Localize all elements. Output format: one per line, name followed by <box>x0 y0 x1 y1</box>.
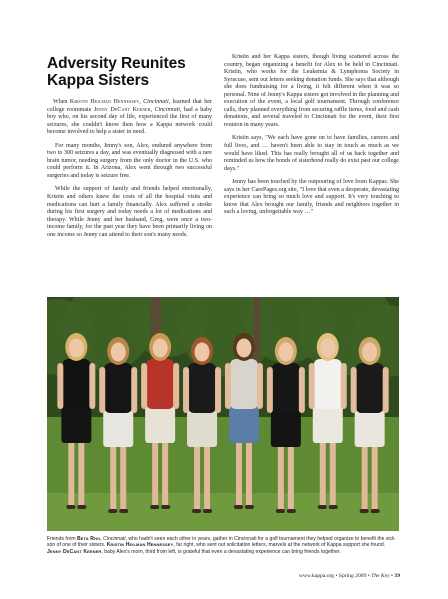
person-name: Kristin Heilman Hennessey <box>69 99 140 105</box>
person-shoe <box>318 505 327 509</box>
person-arm <box>57 363 63 409</box>
person-shoe <box>371 509 380 513</box>
person-face <box>195 343 210 362</box>
person-shoe <box>245 505 254 509</box>
person-name: Jenny DeCant Keener <box>47 548 102 555</box>
person-shoe <box>360 509 369 513</box>
person-arm <box>89 363 95 409</box>
person-leg <box>162 435 168 507</box>
person-leg <box>152 435 158 507</box>
person-top <box>146 359 174 409</box>
person-shoe <box>150 505 159 509</box>
article-paragraph-3: While the support of family and friends helped emotionally, Kristin and others knew the costs of all the hospital visits and medications can hurt a family financially. Alex suffered a stroke during his first surgery and today needs a lot of medications and therapy. While Jenny and her husband, Greg, were once a two-income family, for the past year they have been primarily living on one income so Jenny can attend to their son's many needs. <box>47 186 212 238</box>
person-bottom <box>229 405 259 443</box>
article-headline <box>47 56 212 89</box>
group-photo-image <box>47 297 399 531</box>
person-leg <box>278 439 284 511</box>
person-leg <box>246 435 252 507</box>
person-face <box>278 343 293 362</box>
person-face <box>320 339 335 358</box>
person-arm <box>267 367 273 413</box>
person-bottom <box>313 405 343 443</box>
person-leg <box>194 439 200 511</box>
person-arm <box>257 363 263 409</box>
article-column-left <box>47 54 212 245</box>
person-top <box>314 359 342 409</box>
person-arm <box>183 367 189 413</box>
person-face <box>362 343 377 362</box>
person-bottom <box>61 405 91 443</box>
person-leg <box>288 439 294 511</box>
page-number: 39 <box>394 573 400 579</box>
person-arm <box>173 363 179 409</box>
person-leg <box>330 435 336 507</box>
person-bottom <box>271 409 301 447</box>
person-leg <box>320 435 326 507</box>
article-paragraph-4: Kristin and her Kappa sisters, though living scattered across the country, began organizing a benefit for Alex to be held in Cincinnati. Kristin, who works for the Leukemia & Lymphoma Society in Syracuse, sent out letters seeking donation funds. She says that although she does fundraising for a living, it felt different when it was so personal. Nine of Jenny's Kappa sisters got involved in the planning and execution of the event, a local golf tournament. Through conference calls, they planned everything from securing raffle items, food and cash donations, and several traveled to Cincinnati for the event, their first reunion in many years. <box>224 54 399 128</box>
person-bottom <box>355 409 385 447</box>
article-paragraph-2: For many months, Jenny's son, Alex, endured anywhere from two to 300 seizures a day, and was eventually diagnosed with a rare brain tumor, needing surgery from the only doctor in the U.S. who could perform it. In Arizona, Alex went through two successful surgeries and today is seizure free. <box>47 142 212 179</box>
person-shoe <box>287 509 296 513</box>
person-shoe <box>108 509 117 513</box>
grass-foreground <box>47 493 399 531</box>
headline-line-2: Kappa Sisters <box>47 71 150 89</box>
person-face <box>153 339 168 358</box>
person-arm <box>351 367 357 413</box>
person-leg <box>110 439 116 511</box>
chapter-name: Cincinnati <box>154 106 180 113</box>
person-shoe <box>119 509 128 513</box>
person-top <box>356 363 384 413</box>
headline-line-1: Adversity Reunites <box>47 55 186 72</box>
person-leg <box>68 435 74 507</box>
person-arm <box>141 363 147 409</box>
person-arm <box>215 367 221 413</box>
page-footer: www.kappa.org • Spring 2009 • The Key • 39 <box>298 573 400 579</box>
person-bottom <box>145 405 175 443</box>
person-leg <box>362 439 368 511</box>
person-leg <box>78 435 84 507</box>
school-name: Cincinnati <box>103 536 126 542</box>
person-shoe <box>192 509 201 513</box>
person-top <box>272 363 300 413</box>
footer-magazine: The Key <box>371 573 390 579</box>
person-top <box>188 363 216 413</box>
person-shoe <box>329 505 338 509</box>
group-photo <box>47 297 399 531</box>
person-leg <box>204 439 210 511</box>
person-arm <box>99 367 105 413</box>
footer-issue: Spring 2009 <box>338 573 367 579</box>
person-top <box>62 359 90 409</box>
person-shoe <box>203 509 212 513</box>
chapter-name: Cincinnati <box>143 99 169 105</box>
article-column-right <box>224 54 399 223</box>
person-shoe <box>66 505 75 509</box>
person-leg <box>120 439 126 511</box>
person-leg <box>372 439 378 511</box>
person-bottom <box>103 409 133 447</box>
person-shoe <box>234 505 243 509</box>
footer-site: www.kappa.org <box>298 573 335 579</box>
person-arm <box>309 363 315 409</box>
chapter-name: Beta Rho <box>77 536 101 542</box>
photo-caption: Friends from Beta Rho, Cincinnati, who hadn't seen each other in years, gather in Cincinnati for a golf tournament they helped organize to benefit the sick son of one of their sisters. Kristin Heilman Hennessey, far right, who sent out solicitation letters, marvels at the network of Kappa support she found. Jenny DeCant Keener, baby Alex's mom, third from left, is grateful that even a devastating experience can bring friends together. <box>47 536 395 555</box>
article-paragraph-6: Jenny has been touched by the outpouring of love from Kappas. She says in her CarePages.org site, "I love that even a desperate, devastating experience can bring so much love and support. It's very touching to know that Alex brought our family, friends and neighbors together in such a loving, unforgettable way …" <box>224 179 399 216</box>
person-shoe <box>77 505 86 509</box>
person-top <box>230 359 258 409</box>
person-shoe <box>161 505 170 509</box>
person-shoe <box>276 509 285 513</box>
person-name: Kristin Heilman Hennessey <box>106 542 174 549</box>
person-arm <box>383 367 389 413</box>
person-face <box>111 343 126 362</box>
person-arm <box>341 363 347 409</box>
person-arm <box>131 367 137 413</box>
person-name: Jenny DeCant Keener <box>93 106 151 113</box>
person-arm <box>225 363 231 409</box>
person-top <box>104 363 132 413</box>
person-face <box>236 339 251 358</box>
person-face <box>69 339 84 358</box>
person-bottom <box>187 409 217 447</box>
article-paragraph-5: Kristin says, "We each have gone on to have families, careers and full lives, and … haven't been able to stay in touch as much as we would have liked. This has really brought all of us back together and reminded us how the bonds of sisterhood really do exist past our college days." <box>224 135 399 172</box>
person-arm <box>299 367 305 413</box>
person-leg <box>236 435 242 507</box>
article-paragraph-1: When Kristin Heilman Hennessey, Cincinnati, learned that her college roommate Jenny DeCant Keener, Cincinnati, had a baby boy who, on his second day of life, experienced the first of many seizures, she couldn't know then how a Kappa network could become involved to help a sister in need. <box>47 99 212 136</box>
